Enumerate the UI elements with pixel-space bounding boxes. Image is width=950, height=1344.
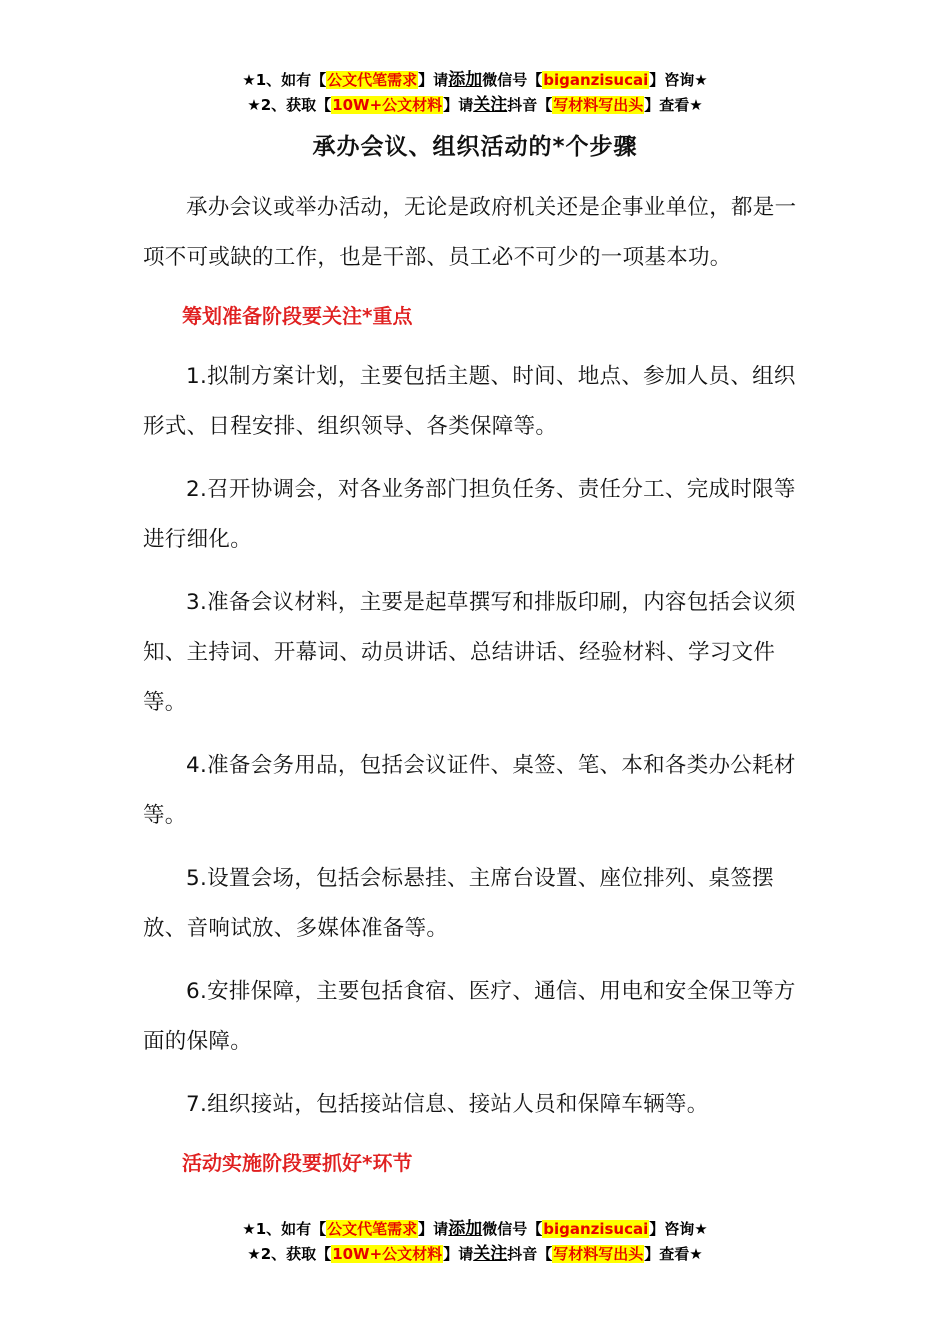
list-item: 4.准备会务用品，包括会议证件、桌签、笔、本和各类办公耗材等。	[143, 753, 796, 828]
banner-line-1	[0, 68, 950, 93]
banner-line-2	[0, 93, 950, 118]
list-item: 7.组织接站，包括接站信息、接站人员和保障车辆等。	[186, 1092, 709, 1117]
document-body	[143, 183, 807, 1199]
banner-emphasis: 添加	[448, 70, 483, 90]
banner-emphasis: 添加	[448, 1219, 483, 1239]
banner-text: 】请	[418, 1220, 449, 1238]
banner-text: 】咨询★	[649, 71, 708, 89]
banner-text: ★1、如有【	[242, 71, 327, 89]
banner-highlight: 写材料写出头	[553, 96, 644, 114]
list-item: 6.安排保障，主要包括食宿、医疗、通信、用电和安全保卫等方面的保障。	[143, 979, 796, 1054]
banner-emphasis: 关注	[473, 1244, 508, 1264]
banner-text: ★2、获取【	[247, 96, 332, 114]
list-item: 3.准备会议材料，主要是起草撰写和排版印刷，内容包括会议须知、主持词、开幕词、动员讲话、总结讲话、经验材料、学习文件等。	[143, 590, 796, 715]
intro-paragraph: 承办会议或举办活动，无论是政府机关还是企事业单位，都是一项不可或缺的工作，也是干部、员工必不可少的一项基本功。	[143, 195, 797, 270]
banner-text: ★1、如有【	[242, 1220, 327, 1238]
banner-text: 】请	[443, 96, 474, 114]
list-item: 5.设置会场，包括会标悬挂、主席台设置、座位排列、桌签摆放、音响试放、多媒体准备等。	[143, 866, 774, 941]
banner-text: 微信号【	[482, 71, 543, 89]
bottom-banner	[0, 1217, 950, 1267]
section-heading-2: 活动实施阶段要抓好*环节	[182, 1151, 413, 1175]
banner-emphasis: 关注	[473, 95, 508, 115]
banner-text: ★2、获取【	[247, 1245, 332, 1263]
banner-text: 】查看★	[644, 1245, 703, 1263]
top-banner	[0, 68, 950, 118]
banner-text: 】查看★	[644, 96, 703, 114]
banner-highlight: 公文代笔需求	[327, 1220, 418, 1238]
banner-text: 微信号【	[482, 1220, 543, 1238]
section-heading-1: 筹划准备阶段要关注*重点	[182, 304, 413, 328]
list-item: 1.拟制方案计划，主要包括主题、时间、地点、参加人员、组织形式、日程安排、组织领导、各类保障等。	[143, 364, 796, 439]
banner-text: 】请	[418, 71, 449, 89]
banner-text: 抖音【	[507, 1245, 553, 1263]
banner-text: 抖音【	[507, 96, 553, 114]
banner-line-2	[0, 1242, 950, 1267]
list-item: 2.召开协调会，对各业务部门担负任务、责任分工、完成时限等进行细化。	[143, 477, 796, 552]
banner-highlight: 写材料写出头	[553, 1245, 644, 1263]
banner-text: 】咨询★	[649, 1220, 708, 1238]
banner-text: 】请	[443, 1245, 474, 1263]
banner-highlight: 10W+公文材料	[332, 96, 443, 114]
banner-highlight: biganzisucai	[543, 71, 649, 89]
banner-line-1	[0, 1217, 950, 1242]
banner-highlight: biganzisucai	[543, 1220, 649, 1238]
document-title: 承办会议、组织活动的*个步骤	[312, 134, 638, 160]
banner-highlight: 10W+公文材料	[332, 1245, 443, 1263]
banner-highlight: 公文代笔需求	[327, 71, 418, 89]
